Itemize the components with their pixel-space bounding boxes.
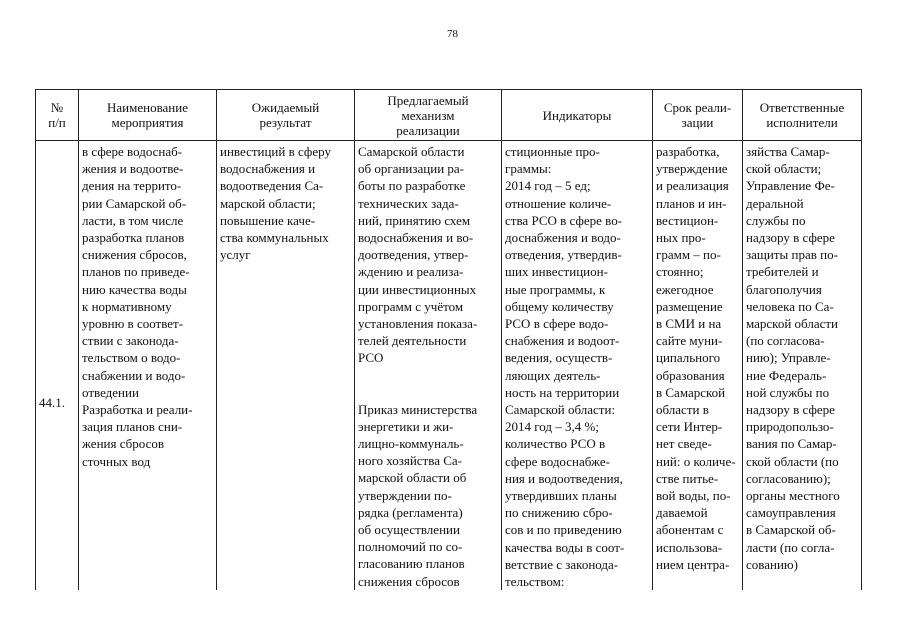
row-num-cell: [36, 141, 79, 591]
row-indicators-cell: [502, 141, 653, 591]
row-responsible-cell: [743, 141, 862, 591]
row-name-cell: [79, 141, 217, 591]
table-header-row: [36, 90, 862, 141]
row1-term: разработка, утверждение и реализация планов и ин- вестицион- ных про- грамм – по- стоянно; ежегодное размещение в СМИ и на сайте муни- ципального образования в Самарской области в сети Интер- нет сведе- ний: о количе- стве питье- вой воды, по- даваемой абонентам с использова- нием центра-: [656, 144, 736, 572]
row1-indicators: стиционные про- граммы: 2014 год – 5 ед; отношение количе- ства РСО в сфере во- доснабжения и водо- отведения, утвердив- ших инвестицион- ные программы, к общему количеству РСО в сфере водо- снабжения и водоот- ведения, осуществ- ляющих деятель- ность на территории Самарской области: 2014 год – 3,4 %; количество РСО в сфере водоснабже- ния и водоотведения, утвердивших планы по снижению сбро- сов и по приведению качества воды в соот- ветствие с законода- тельством:: [505, 144, 625, 590]
header-name: Наименование мероприятия: [79, 90, 217, 141]
header-term: Срок реали- зации: [653, 90, 743, 141]
header-result: Ожидаемый результат: [217, 90, 355, 141]
header-responsible: Ответственные исполнители: [743, 90, 862, 141]
row1-name: в сфере водоснаб- жения и водоотве- дения на террито- рии Самарской об- ласти, в том числе разработка планов снижения сбросов, планов по приведе- нию качества воды к нормативному уровню в соответ- ствии с законода- тельством о водо- снабжении и водо- отведении: [82, 144, 190, 400]
measures-table: [35, 89, 862, 590]
row-mechanism-cell: [355, 141, 502, 591]
row1-responsible: зяйства Самар- ской области; Управление Фе- деральной службы по надзору в сфере защиты прав по- требителей и благополучия человека по Са- марской области (по согласова- нию); Управле- ние Федераль- ной службы по надзору в сфере природопользо- вания по Самар- ской области (по согласованию); органы местного самоуправления в Самарской об- ласти (по согла- сованию): [746, 144, 840, 572]
row2-mechanism: Приказ министерства энергетики и жи- лищно-коммуналь- ного хозяйства Са- марской области об утверждении по- рядка (регламента) об осуществлении полномочий по со- гласованию планов снижения сбросов: [358, 401, 478, 589]
header-indicators: Индикаторы: [502, 90, 653, 141]
table-row: [36, 141, 862, 591]
row2-name: Разработка и реали- зация планов сни- жения сбросов сточных вод: [82, 402, 193, 469]
header-num: № п/п: [36, 90, 79, 141]
page-number: 78: [447, 28, 458, 40]
row-term-cell: [653, 141, 743, 591]
row2-num: 44.1.: [39, 395, 65, 410]
row1-mechanism: Самарской области об организации ра- боты по разработке технических зада- ний, принятию схем водоснабжения и во- доотведения, утвер- ждению и реализа- ции инвестиционных программ с учётом установления показа- телей деятельности РСО: [358, 144, 478, 366]
header-mechanism: Предлагаемый механизм реализации: [355, 90, 502, 141]
row1-result: инвестиций в сферу водоснабжения и водоотведения Са- марской области; повышение каче- ства коммунальных услуг: [220, 144, 331, 263]
row-result-cell: [217, 141, 355, 591]
